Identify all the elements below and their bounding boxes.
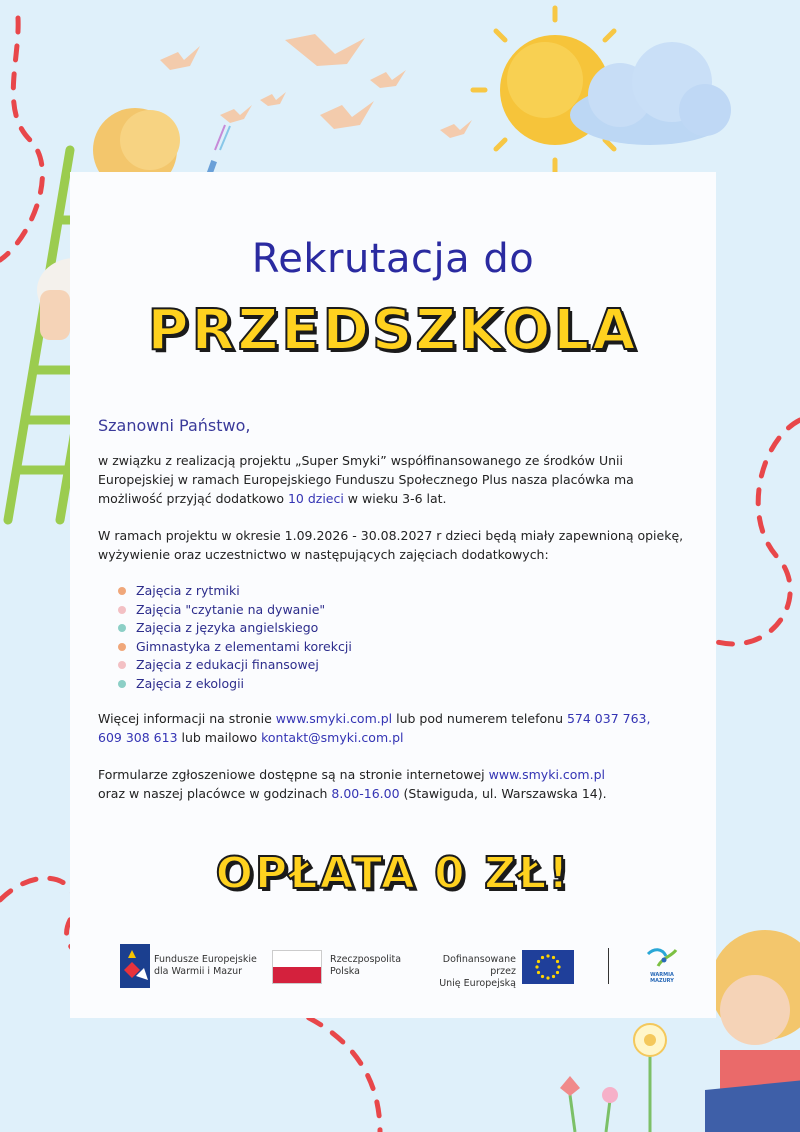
rp-line-1: Rzeczpospolita: [330, 954, 402, 965]
activity-label: Zajęcia "czytanie na dywanie": [136, 601, 326, 617]
bullet-icon: [118, 587, 126, 595]
project-paragraph: W ramach projektu w okresie 1.09.2026 - 30.08.2027 r dzieci będą miały zapewnioną opiekę, wyżywienie oraz uczestnictwo w następujących zajęciach dodatkowych:: [98, 528, 684, 562]
eu-line-2: Unię Europejską: [439, 978, 516, 989]
activity-label: Zajęcia z edukacji finansowej: [136, 657, 319, 672]
list-item: [118, 601, 698, 620]
wm-line-1: WARMIA: [650, 972, 674, 978]
title-line-2: PRZEDSZKOLA: [147, 298, 639, 363]
eu-line-1: Dofinansowane przez: [442, 954, 516, 977]
birds-icon: [160, 34, 472, 138]
children-count: 10 dzieci: [287, 491, 344, 506]
contact-text: Więcej informacji na stronie: [98, 711, 276, 726]
fe-line-2: dla Warmii i Mazur: [154, 966, 243, 977]
list-item: [118, 675, 698, 694]
greeting: Szanowni Państwo,: [98, 416, 251, 435]
bullet-icon: [118, 643, 126, 651]
activity-label: Zajęcia z rytmiki: [136, 583, 240, 598]
bullet-icon: [118, 661, 126, 669]
forms-text: oraz w naszej placówce w godzinach: [98, 786, 332, 801]
list-item: [118, 582, 698, 601]
bullet-icon: [118, 624, 126, 632]
activity-label: Zajęcia z języka angielskiego: [136, 620, 319, 635]
bullet-icon: [118, 606, 126, 614]
fe-logo-icon: [120, 944, 150, 988]
fe-line-1: Fundusze Europejskie: [154, 954, 257, 965]
rp-logo-text: [330, 954, 401, 978]
girl-illustration-icon: [705, 930, 800, 1132]
phone-number-2[interactable]: 609 308 613: [98, 730, 178, 745]
opening-hours: 8.00-16.00: [331, 786, 400, 801]
activity-label: Gimnastyka z elementami korekcji: [136, 638, 352, 654]
logo-divider: [608, 948, 609, 984]
polish-flag-icon: [272, 950, 322, 984]
warmia-mazury-logo-text: [642, 972, 682, 984]
intro-paragraph: [98, 451, 698, 508]
contact-text: lub pod numerem telefonu: [392, 711, 567, 726]
main-content: [98, 416, 698, 821]
list-item: [118, 656, 698, 675]
bullet-icon: [118, 680, 126, 688]
forms-text: (Stawiguda, ul. Warszawska 14).: [399, 786, 607, 801]
list-item: [118, 619, 698, 638]
title-line-1: Rekrutacja do: [251, 236, 535, 282]
intro-text-before: w związku z realizacją projektu „Super Smyki” współfinansowanego ze środków Unii Europejskiej w ramach Europejskiego Funduszu Społecznego Plus nasza placówka ma możliwość przyjąć dodatkowo: [98, 453, 634, 506]
email-link[interactable]: kontakt@smyki.com.pl: [261, 730, 404, 745]
forms-paragraph: [98, 765, 698, 803]
fe-logo-text: [154, 954, 257, 978]
dashed-path-right: [710, 420, 800, 644]
website-link[interactable]: www.smyki.com.pl: [275, 711, 393, 726]
eu-flag-icon: [522, 950, 574, 984]
phone-number-1[interactable]: 574 037 763,: [566, 711, 651, 726]
activity-label: Zajęcia z ekologii: [136, 675, 245, 691]
fee-banner: OPŁATA 0 ZŁ!: [215, 848, 571, 899]
rp-line-2: Polska: [330, 966, 360, 977]
forms-website-link[interactable]: www.smyki.com.pl: [488, 767, 605, 782]
contact-paragraph: [98, 709, 698, 747]
forms-text: Formularze zgłoszeniowe dostępne są na stronie internetowej: [98, 767, 489, 782]
wm-line-2: MAZURY: [650, 978, 674, 984]
contact-text: lub mailowo: [177, 730, 262, 745]
dashed-path-left-top: [0, 18, 42, 260]
activities-list: [98, 582, 698, 693]
eu-logo-text: [418, 954, 516, 990]
warmia-mazury-logo-icon: [644, 946, 680, 972]
flowers-icon: [560, 1024, 666, 1132]
list-item: [118, 638, 698, 657]
funding-logos-bar: [70, 942, 716, 992]
intro-text-after: w wieku 3-6 lat.: [343, 491, 447, 506]
content-card: [70, 172, 716, 1018]
